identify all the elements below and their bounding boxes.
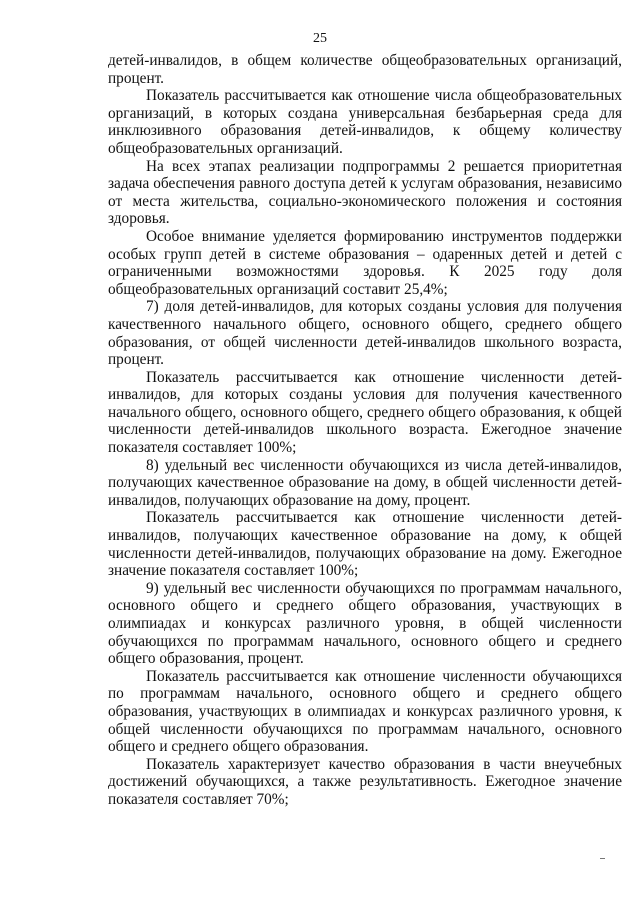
paragraph-indicator-calculation-1: Показатель рассчитывается как отношение числа общеобразовательных организаций, в которых создана универсальная безбарьерная среда для инклюзивного образования детей-инвалидов, к общему количеству общеобразовательных организаций. [108, 87, 622, 157]
paragraph-indicator-calculation-7: Показатель рассчитывается как отношение численности детей-инвалидов, для которых созданы условия для получения качественного начального общего, основного общего, среднего общего образования, к общей численности детей-инвалидов школьного возраста. Ежегодное значение показателя составляет 100%; [108, 368, 622, 457]
paragraph-indicator-characteristic: Показатель характеризует качество образования в части внеучебных достижений обучающихся, а также результативность. Ежегодное значение показателя составляет 70%; [108, 755, 622, 808]
document-body [108, 52, 622, 809]
paragraph-continuation: детей-инвалидов, в общем количестве общеобразовательных организаций, процент. [108, 52, 622, 87]
page-number: 25 [313, 31, 327, 46]
paragraph-item-7: 7) доля детей-инвалидов, для которых созданы условия для получения качественного начального общего, основного общего, среднего общего образования, от общей численности детей-инвалидов школьного возраста, процент. [108, 298, 622, 369]
paragraph-indicator-calculation-9: Показатель рассчитывается как отношение численности обучающихся по программам начального, основного общего и среднего общего образования, участвующих в олимпиадах и конкурсах различного уровня, к общей численности обучающихся по программам начального, основного общего и среднего общего образования. [108, 667, 622, 756]
paragraph-item-9: 9) удельный вес численности обучающихся по программам начального, основного общего и среднего общего образования, участвующих в олимпиадах и конкурсах различного уровня, в общей численности обучающихся по программам начального, основного общего и среднего общего образования, процент. [108, 579, 622, 668]
paragraph-item-8: 8) удельный вес численности обучающихся из числа детей-инвалидов, получающих качественное образование на дому, в общей численности детей-инвалидов, получающих образование на дому, процент. [108, 456, 622, 509]
paragraph-indicator-calculation-8: Показатель рассчитывается как отношение численности детей-инвалидов, получающих качественное образование на дому, к общей численности детей-инвалидов, получающих образование на дому. Ежегодное значение показателя составляет 100%; [108, 509, 622, 580]
paragraph-special-attention: Особое внимание уделяется формированию инструментов поддержки особых групп детей в системе образования – одаренных детей и детей с ограниченными возможностями здоровья. К 2025 году доля общеобразовательных организаций составит 25,4%; [108, 227, 622, 298]
scan-mark [600, 858, 605, 859]
paragraph-priority-task: На всех этапах реализации подпрограммы 2 решается приоритетная задача обеспечения равного доступа детей к услугам образования, независимо от места жительства, социально-экономического положения и состояния здоровья. [108, 157, 622, 228]
